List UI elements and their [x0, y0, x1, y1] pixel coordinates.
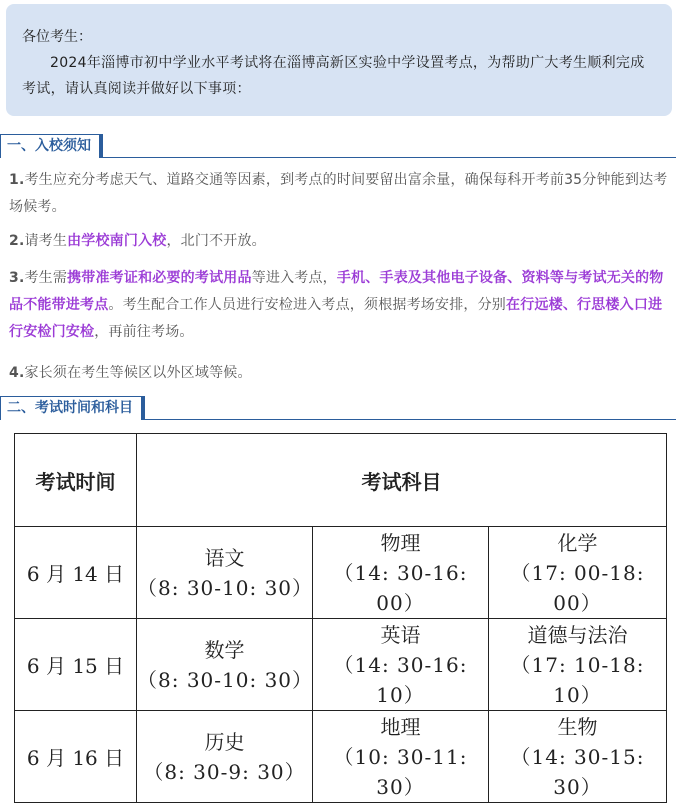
notice-greeting: 各位考生：: [22, 29, 92, 45]
subject-name: 语文: [204, 545, 245, 570]
subject-time: （14: 30-15: 30）: [510, 744, 645, 799]
section-title: 一、入校须知: [0, 134, 103, 158]
table-row: [15, 711, 667, 803]
rule-item: [9, 167, 669, 221]
subject-name: 物理: [380, 530, 421, 555]
subject-cell: [313, 711, 489, 803]
highlight-text: 在行远楼、行思楼入口进行安检门安检: [9, 297, 663, 340]
rule-text: ，再前往考场。: [94, 324, 194, 340]
subject-cell: [137, 527, 313, 619]
subject-cell: [489, 527, 667, 619]
subject-time: （17: 00-18: 00）: [510, 560, 645, 615]
highlight-text: 携带准考证和必要的考试用品: [67, 270, 252, 286]
subject-name: 化学: [557, 530, 598, 555]
subject-cell: [489, 619, 667, 711]
subject-cell: [137, 711, 313, 803]
exam-date: 6 月 15 日: [15, 619, 137, 711]
exam-date: 6 月 14 日: [15, 527, 137, 619]
subject-name: 历史: [204, 729, 245, 754]
section-title: 二、考试时间和科目: [0, 396, 145, 420]
subject-time: （14: 30-16: 00）: [333, 560, 468, 615]
rule-number: 1.: [9, 172, 25, 188]
section-heading-schedule: [0, 396, 676, 420]
rule-item: [9, 360, 669, 387]
rule-item: [9, 265, 669, 346]
subject-name: 道德与法治: [527, 622, 628, 647]
rule-item: [9, 228, 669, 255]
subject-name: 生物: [557, 714, 598, 739]
subject-time: （8: 30-10: 30）: [137, 667, 314, 692]
rule-text: 请考生: [24, 233, 68, 249]
section-heading-entry: [0, 134, 676, 158]
header-exam-time: 考试时间: [15, 434, 137, 527]
table-header-row: [15, 434, 667, 527]
subject-time: （10: 30-11: 30）: [333, 744, 468, 799]
rule-text: 家长须在考生等候区以外区域等候。: [24, 365, 252, 381]
subject-time: （8: 30-9: 30）: [143, 759, 306, 784]
rule-number: 2.: [9, 233, 25, 249]
subject-time: （8: 30-10: 30）: [137, 575, 314, 600]
subject-cell: [313, 527, 489, 619]
subject-cell: [313, 619, 489, 711]
rule-text: 考生应充分考虑天气、道路交通等因素，到考点的时间要留出富余量，确保每科开考前35分钟能到达考场候考。: [9, 172, 668, 215]
subject-time: （14: 30-16: 10）: [333, 652, 468, 707]
subject-name: 数学: [204, 637, 245, 662]
subject-name: 地理: [380, 714, 421, 739]
rule-text: 等进入考点，: [251, 270, 337, 286]
exam-schedule-table: [14, 433, 667, 803]
subject-cell: [489, 711, 667, 803]
table-row: [15, 619, 667, 711]
rule-text: 考生需: [24, 270, 68, 286]
header-exam-subject: 考试科目: [137, 434, 667, 527]
table-row: [15, 527, 667, 619]
rule-number: 4.: [9, 365, 25, 381]
rule-text: 。考生配合工作人员进行安检进入考点，须根据考场安排，分别: [108, 297, 507, 313]
subject-name: 英语: [380, 622, 421, 647]
notice-body: 2024年淄博市初中学业水平考试将在淄博高新区实验中学设置考点，为帮助广大考生顺利完成考试，请认真阅读并做好以下事项：: [22, 55, 645, 97]
subject-time: （17: 10-18: 10）: [510, 652, 645, 707]
exam-date: 6 月 16 日: [15, 711, 137, 803]
rule-text: ，北门不开放。: [166, 233, 266, 249]
highlight-text: 手机、手表及其他电子设备、资料等与考试无关的物品不能带进考点: [9, 270, 664, 313]
highlight-text: 由学校南门入校: [67, 233, 167, 249]
subject-cell: [137, 619, 313, 711]
notice-box: [6, 4, 672, 116]
rule-number: 3.: [9, 270, 25, 286]
